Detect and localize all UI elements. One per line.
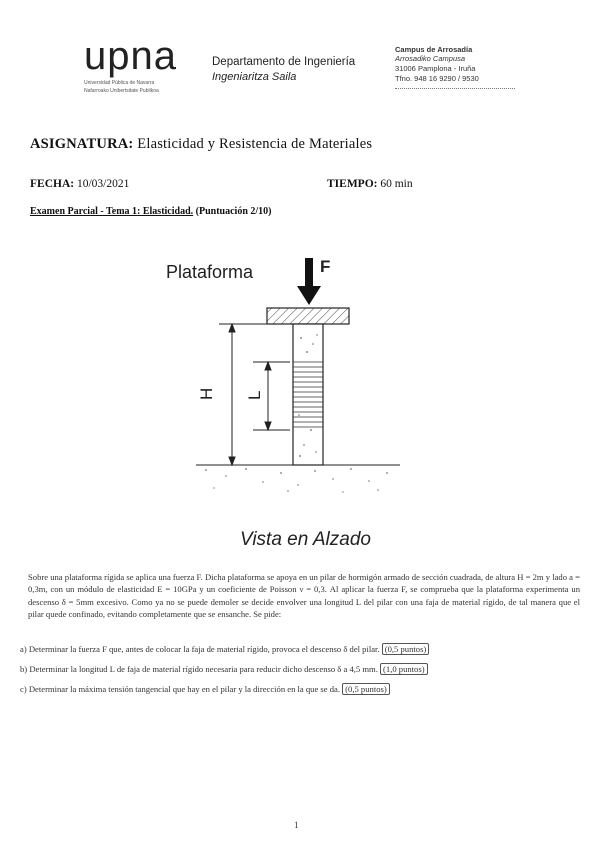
page-number: 1 — [294, 820, 299, 830]
date-line — [30, 178, 129, 190]
exam-type: Examen Parcial - Tema 1: Elasticidad. — [30, 206, 194, 217]
date-value: 10/03/2021 — [76, 178, 130, 190]
question-text: Determinar la longitud L de faja de material rígido necesaria para reducir dicho descenso δ a 4,5 mm. — [29, 664, 378, 674]
question-b — [20, 664, 428, 674]
question-label: c) — [20, 684, 27, 694]
time-line — [327, 178, 413, 190]
platform-label: Plataforma — [166, 262, 254, 282]
campus-name-eu: Arrosadiko Campusa — [395, 54, 466, 63]
time-label: TIEMPO: — [327, 178, 378, 190]
subject-line — [30, 136, 372, 153]
pillar-figure — [0, 240, 600, 560]
concrete-pillar — [293, 324, 323, 465]
department-name: Departamento de Ingeniería — [212, 56, 356, 68]
force-label: F — [320, 257, 331, 276]
question-text: Determinar la fuerza F que, antes de colocar la faja de material rígido, provoca el descenso δ del pilar. — [28, 644, 380, 654]
rigid-platform — [267, 308, 349, 324]
campus-name: Campus de Arrosadía — [395, 45, 473, 54]
subject-label: ASIGNATURA: — [30, 136, 134, 152]
date-label: FECHA: — [30, 178, 75, 190]
subject-value: Elasticidad y Resistencia de Materiales — [137, 136, 373, 152]
question-text: Determinar la máxima tensión tangencial que hay en el pilar y la dirección en la que se da. — [28, 684, 341, 694]
campus-address: 31006 Pamplona - Iruña — [395, 64, 476, 73]
height-label: H — [197, 387, 216, 400]
question-points: (0,5 puntos) — [342, 683, 390, 695]
time-value: 60 min — [380, 178, 413, 190]
question-points: (0,5 puntos) — [382, 643, 430, 655]
force-arrow-icon — [297, 258, 321, 305]
question-c — [20, 684, 390, 694]
upna-logo: upna — [84, 34, 177, 78]
exam-line — [30, 206, 272, 217]
problem-statement: Sobre una plataforma rígida se aplica una fuerza F. Dicha plataforma se apoya en un pilar de hormigón armado de sección cuadrada, de altura H = 2m y lado a = 0,3m, con un módulo de elasticidad E = 10GPa y un coeficiente de Poisson ν = 0,3. Al aplicar la fuerza F, se comprueba que la plataforma experimenta un descenso δ = 5mm excesivo. Como ya no se puede demoler se decide envolver una longitud L del pilar con una faja de material rígido, de tal manera que el pilar quede confinado, evitando completamente que se ensanche. Se pide: — [28, 572, 580, 620]
question-a — [20, 644, 429, 654]
department-name-eu: Ingeniaritza Saila — [212, 71, 297, 83]
campus-email-line — [395, 88, 515, 89]
question-points: (1,0 puntos) — [380, 663, 428, 675]
figure-caption: Vista en Alzado — [240, 529, 371, 550]
exam-score: (Puntuación 2/10) — [195, 206, 272, 217]
campus-phone: Tfno. 948 16 9290 / 9530 — [395, 74, 479, 83]
question-label: b) — [20, 664, 28, 674]
logo-subtitle-eu: Nafarroako Unibertsitate Publikoa — [84, 88, 159, 94]
question-label: a) — [20, 644, 27, 654]
ground-soil — [205, 468, 388, 493]
logo-subtitle-es: Universidad Pública de Navarra — [84, 80, 155, 86]
length-label: L — [245, 390, 264, 400]
